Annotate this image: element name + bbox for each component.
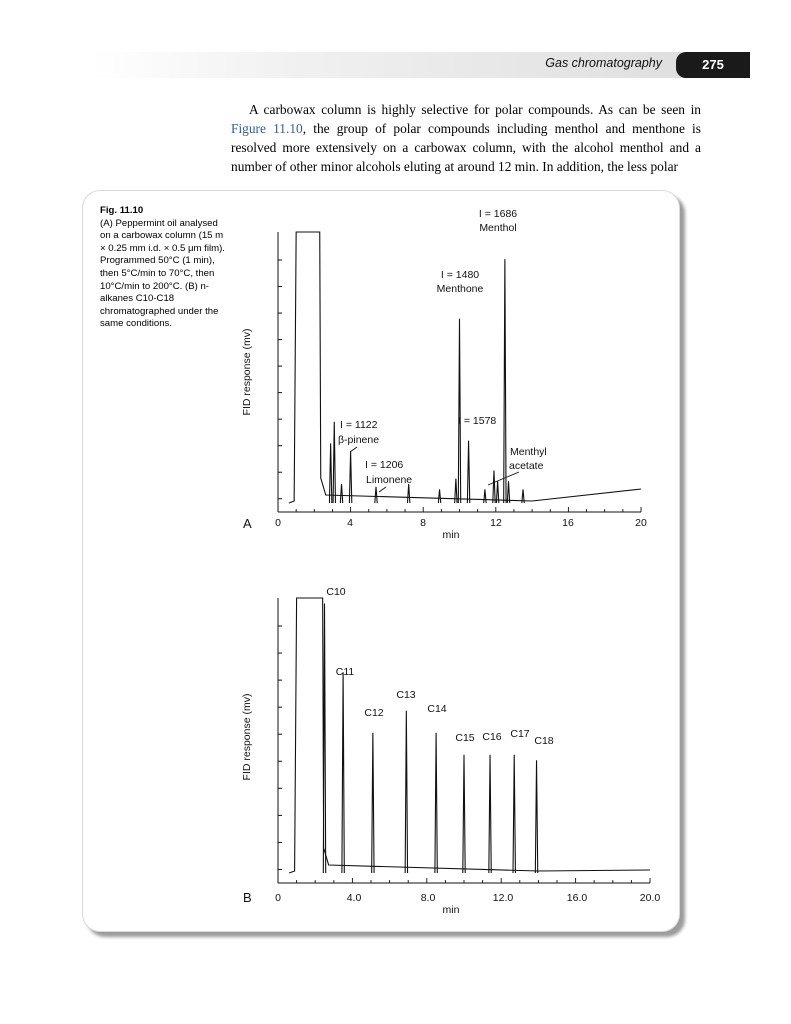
panel-b-xtick: 8.0 <box>420 892 436 904</box>
panel-b-peak <box>513 755 515 873</box>
menthol-index: I = 1686 <box>478 208 518 220</box>
body-text-start: A carbowax column is highly selective for polar compounds. As can be seen in <box>249 102 701 117</box>
panel-a-peak <box>507 481 509 503</box>
peak-label-c14: C14 <box>427 703 447 715</box>
caption-text: (A) Peppermint oil analysed on a carbowax column (15 m × 0.25 mm i.d. × 0.5 μm film). Programmed 50°C (1 min), then 5°C/min to 70°C, then 10°C/min to 200°C. (B) n-alkanes C10-C18 chromatographed under the same conditions. <box>100 217 225 330</box>
figure-number: Fig. 11.10 <box>100 205 144 216</box>
panel-b-ylabel: FID response (mv) <box>241 693 253 781</box>
panel-a-peak <box>493 470 495 503</box>
peak-label-c13: C13 <box>396 689 416 701</box>
panel-b-xtick: 20.0 <box>639 892 661 904</box>
i1578-label: I = 1578 <box>458 415 497 427</box>
panel-a-ylabel: FID response (mv) <box>241 328 253 416</box>
bpinene-leader <box>350 447 357 452</box>
panel-b-peak <box>372 733 374 873</box>
panel-a-peak <box>407 484 409 503</box>
figure-link[interactable]: Figure 11.10 <box>231 121 303 136</box>
panel-a-xtick: 12 <box>490 517 502 529</box>
panel-a-peak <box>467 441 469 503</box>
peak-label-c15: C15 <box>455 732 475 744</box>
page-number: 275 <box>676 52 750 78</box>
panel-b-peak <box>489 755 491 873</box>
panel-a-peak <box>329 443 331 503</box>
panel-a-xtick: 16 <box>562 517 574 529</box>
limonene-index: I = 1206 <box>365 459 404 471</box>
menthol-label: Menthol <box>479 222 517 234</box>
panel-a-xtick: 8 <box>420 517 426 529</box>
panel-a-peak <box>455 479 457 503</box>
running-title: Gas chromatography <box>545 56 662 70</box>
peak-label-c12: C12 <box>364 707 384 719</box>
panel-a-xtick: 4 <box>347 517 353 529</box>
panel-b-peak <box>342 672 344 873</box>
panel-a-label: A <box>243 516 252 531</box>
menthyl-acetate-line2: acetate <box>509 460 544 472</box>
panel-a-peak <box>438 489 440 503</box>
panel-b-xtick: 4.0 <box>346 892 362 904</box>
panel-a-peak <box>484 489 486 503</box>
panel-b-peak <box>435 733 437 873</box>
limonene-label: Limonene <box>366 474 413 486</box>
panel-a-peak <box>375 487 377 503</box>
panel-b-xtick: 12.0 <box>492 892 514 904</box>
panel-a-xtick: 0 <box>275 517 281 529</box>
panel-b-peak <box>463 755 465 873</box>
panel-b-xtick: 0 <box>275 892 281 904</box>
panel-a-peak <box>333 422 335 503</box>
panel-b-xtick: 16.0 <box>566 892 588 904</box>
body-text-end: , the group of polar compounds including menthol and menthone is resolved more extensively on a carbowax column, with the alcohol menthol and a number of other minor alcohols eluting at around 12 min. In addition, the less polar <box>231 121 701 174</box>
menthone-label: Menthone <box>436 283 484 295</box>
menthone-index: I = 1480 <box>440 269 480 281</box>
menthyl-acetate-line1: Menthyl <box>510 446 547 458</box>
panel-a-peak <box>340 484 342 503</box>
peak-label-c11: C11 <box>335 666 355 678</box>
panel-b-peak <box>535 760 537 873</box>
panel-a-peak <box>458 319 460 503</box>
peak-label-c16: C16 <box>482 731 502 743</box>
panel-b-peak <box>323 604 325 874</box>
peak-label-c10: C10 <box>326 586 346 598</box>
panel-b-label: B <box>243 890 252 905</box>
bpinene-index: I = 1122 <box>340 419 378 431</box>
bpinene-label: β-pinene <box>338 434 380 446</box>
peak-label-c18: C18 <box>534 735 554 747</box>
panel-a-xlabel: min <box>442 529 460 541</box>
panel-a-peak <box>504 259 506 503</box>
panel-b-peak <box>405 711 407 873</box>
panel-a-xtick: 20 <box>635 517 647 529</box>
limonene-leader <box>379 487 386 492</box>
peak-label-c17: C17 <box>510 728 530 740</box>
panel-b-xlabel: min <box>442 904 460 916</box>
